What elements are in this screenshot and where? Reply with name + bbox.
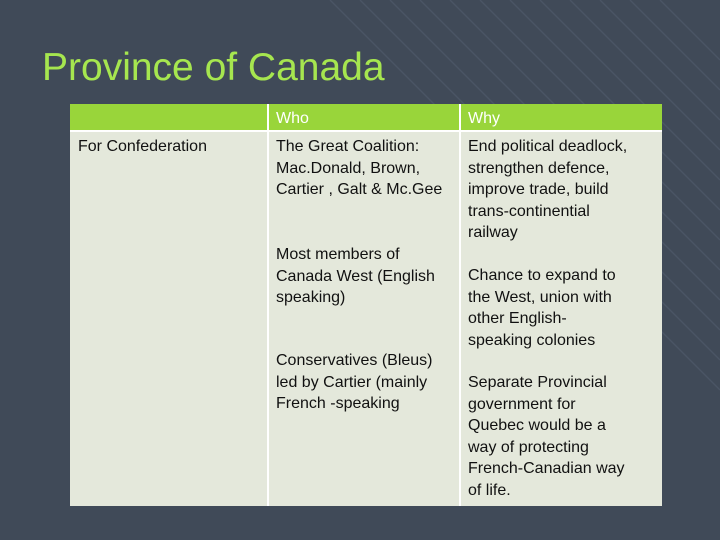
column-divider-1 [267, 104, 269, 506]
why-1-line-5: railway [468, 224, 518, 241]
why-1-line-3: improve trade, build [468, 181, 609, 198]
who-3-line-3: French -speaking [276, 395, 400, 412]
why-1-line-4: trans-continential [468, 202, 590, 220]
why-cell-2 [468, 265, 616, 351]
table-header-row [70, 104, 662, 130]
who-1-line-2: Mac.Donald, Brown, [276, 159, 421, 177]
why-3-line-3: Quebec would be a [468, 417, 606, 434]
who-2-line-1: Most members of [276, 246, 400, 263]
why-cell-3 [468, 372, 625, 501]
who-1-line-1: The Great Coalition: [276, 138, 420, 155]
why-2-line-1: Chance to expand to [468, 267, 616, 284]
why-3-line-6: of life. [468, 481, 511, 499]
who-2-line-2: Canada West (English [276, 267, 435, 285]
header-who: Who [276, 110, 309, 127]
why-2-line-3: other English- [468, 310, 567, 327]
why-1-line-2: strengthen defence, [468, 159, 610, 177]
why-3-line-2: government for [468, 395, 576, 413]
why-2-line-4: speaking colonies [468, 331, 596, 349]
who-3-line-1: Conservatives (Bleus) [276, 352, 433, 369]
header-divider [70, 130, 662, 132]
why-2-line-2: the West, union with [468, 288, 612, 306]
confederation-table [70, 104, 662, 506]
slide-title: Province of Canada [42, 46, 385, 89]
why-3-line-1: Separate Provincial [468, 374, 607, 391]
row-label-for-confederation: For Confederation [78, 138, 207, 155]
who-1-line-3: Cartier , Galt & Mc.Gee [276, 181, 443, 198]
why-cell-1 [468, 136, 627, 244]
why-3-line-4: way of protecting [468, 438, 589, 456]
who-cell-3 [276, 350, 433, 415]
why-3-line-5: French-Canadian way [468, 460, 625, 477]
who-2-line-3: speaking) [276, 289, 346, 306]
header-why: Why [468, 110, 500, 127]
column-divider-2 [459, 104, 461, 506]
why-1-line-1: End political deadlock, [468, 138, 628, 155]
who-cell-2 [276, 244, 435, 309]
who-3-line-2: led by Cartier (mainly [276, 373, 428, 391]
who-cell-1 [276, 136, 442, 201]
